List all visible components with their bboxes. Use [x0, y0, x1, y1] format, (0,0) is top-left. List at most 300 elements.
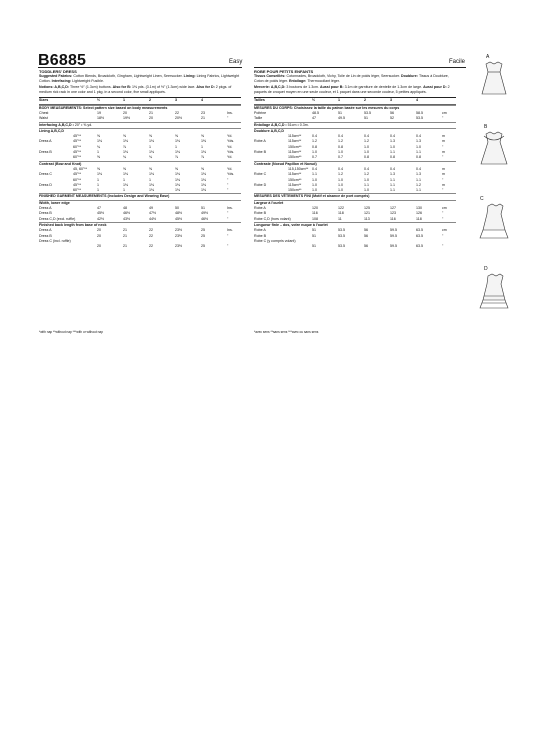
row-value: ⅝ [123, 134, 126, 139]
row-value: 1⅛ [201, 177, 206, 182]
dress-front-view-a-icon [476, 60, 516, 100]
row-unit: Yd. [227, 166, 233, 171]
fabrics-text: Cotton Blends, Broadcloth, Gingham, Lightweight Linen, Seersucker. [73, 74, 184, 78]
length-heading-text: Longueur finie – dos, votre nuque à l'ourlet [254, 222, 328, 227]
row-width: 45"** [73, 139, 82, 144]
body-measurements-heading-text: MESURES DU CORPS: Choisissez la taille du patron basée sur les mesures du corps [254, 105, 400, 110]
row-value: 53.5 [338, 233, 345, 238]
notions-b-text: 1⅜ yds. (3.1m) of ½" (1.3cm) wide lace. [132, 85, 197, 90]
notions-paragraph [254, 85, 456, 95]
column-title: ROBE POUR PETITS ENFANTS [254, 69, 314, 74]
interfacing-label: Interfacing: [51, 79, 73, 84]
row-value: 1.1 [390, 177, 395, 182]
view-letter-b: B [484, 124, 488, 130]
row-unit: m [442, 150, 445, 155]
dress-front-view-d-icon [476, 272, 516, 312]
row-value: 1.0 [416, 144, 421, 149]
row-width: 115,150cm** [288, 166, 309, 171]
row-value: 20½ [175, 116, 182, 121]
row-value: 47 [97, 206, 101, 211]
row-unit: " [442, 244, 444, 249]
row-label: Dress C [39, 172, 52, 177]
fabrics-paragraph [39, 74, 241, 84]
row-value: 1⅛ [149, 188, 154, 193]
row-value: 1 [175, 144, 177, 149]
row-value: 0.4 [390, 134, 395, 139]
body-row [39, 116, 241, 121]
row-value: 1.0 [312, 150, 317, 155]
row-unit: " [227, 177, 229, 182]
row-value: 0.4 [390, 166, 395, 171]
row-value: 51 [338, 110, 342, 115]
row-value: 125 [364, 206, 370, 211]
row-unit: cm [442, 110, 447, 115]
footnote-en: *with nap **without nap ***with or without nap [39, 330, 103, 334]
row-value: 20 [123, 110, 127, 115]
row-width: 115cm** [288, 139, 302, 144]
sizes-label: Sizes [39, 98, 49, 103]
dress-front-view-b-icon [476, 130, 516, 170]
notions-text: Three ½" (1.3cm) buttons. [70, 85, 113, 90]
row-value: 1.1 [416, 177, 421, 182]
row-value: 11 [338, 216, 342, 221]
row-width: 60"** [73, 188, 82, 193]
garment-views [474, 48, 514, 348]
width-heading-text: Largeur à l'ourlet [254, 200, 284, 205]
lining-text: Tissus à Doublure, Coton de poids léger. [254, 74, 449, 84]
size-cell: 4 [201, 98, 203, 103]
row-value: 22 [149, 228, 153, 233]
row-value: 0.8 [364, 155, 369, 160]
row-value: 116 [390, 216, 396, 221]
interfacing-label: Entoilage: [288, 79, 308, 84]
row-value: 1⅛ [149, 172, 154, 177]
pattern-number: B6885 [38, 52, 87, 69]
row-width: 45"** [73, 182, 82, 187]
row-value: 123 [390, 211, 396, 216]
row-unit: " [442, 188, 444, 193]
size-cell: 1 [123, 98, 125, 103]
row-value: 20 [97, 244, 101, 249]
row-value: ¾ [97, 144, 100, 149]
row-value: 0.8 [416, 155, 421, 160]
row-unit: m [442, 166, 445, 171]
row-label [39, 155, 73, 160]
row-value: 0.4 [312, 166, 317, 171]
row-value: ⅝ [97, 166, 100, 171]
row-label: Robe C [254, 172, 267, 177]
lining-text: Lining Fabrics, Lightweight Cotton. [39, 74, 240, 84]
row-label: Dress D [39, 182, 52, 187]
row-value: 21 [201, 116, 205, 121]
row-value: 108 [312, 216, 318, 221]
row-value: 58.5 [416, 110, 423, 115]
row-value: 48 [123, 206, 127, 211]
row-value: 1 [201, 144, 203, 149]
finished-heading-text: MESURES DES VÊTEMENTS FINI (Motif et aisance de port compris) [254, 194, 370, 199]
sizes-row [254, 97, 456, 104]
row-value: 1⅛ [201, 172, 206, 177]
row-value: 121 [364, 211, 370, 216]
row-value: 1.0 [364, 177, 369, 182]
row-value: 1.0 [364, 150, 369, 155]
row-value: 21 [123, 244, 127, 249]
dress-cd-row [254, 188, 456, 193]
row-value: 1 [97, 182, 99, 187]
row-value: 0.8 [390, 155, 395, 160]
row-value: 45½ [97, 211, 104, 216]
notions-b-label: Aussi pour B: [320, 85, 345, 90]
row-value: ⅝ [175, 134, 178, 139]
dress-row [39, 155, 241, 160]
row-value: 0.8 [312, 144, 317, 149]
notions-b-label: Also for B: [112, 85, 133, 90]
row-value: 56 [364, 244, 368, 249]
row-value: ⅝ [201, 166, 204, 171]
row-label [254, 244, 312, 249]
row-unit: cm [442, 206, 447, 211]
row-value: 113 [364, 216, 370, 221]
row-width: 60"** [73, 144, 82, 149]
interfacing-heading-text: Interfacing A,B,C,D • 20" • ⅜ yd. [39, 122, 93, 127]
row-value: 56 [364, 228, 368, 233]
row-label [254, 188, 288, 193]
row-value: ⅝ [201, 134, 204, 139]
row-label: Dress A [39, 139, 52, 144]
row-value: 49 [149, 206, 153, 211]
row-unit: " [442, 177, 444, 182]
row-label: Dress C,D (excl. ruffle) [39, 216, 76, 221]
row-width: 150cm** [288, 155, 302, 160]
row-value: 0.4 [312, 134, 317, 139]
row-value: 49½ [201, 211, 208, 216]
row-unit: Ins. [227, 110, 233, 115]
row-width: 115cm** [288, 172, 302, 177]
row-value: 1.3 [416, 139, 421, 144]
row-value: 0.8 [338, 144, 343, 149]
row-value: 1.1 [312, 172, 317, 177]
row-label: Robe A [254, 139, 266, 144]
row-value: 46½ [201, 216, 208, 221]
row-value: 59.5 [390, 244, 397, 249]
row-value: 1.2 [364, 139, 369, 144]
row-value: 1⅛ [201, 188, 206, 193]
row-value: 1⅛ [175, 150, 180, 155]
interfacing-text: Lightweight Fusible. [72, 79, 104, 84]
row-value: 23 [201, 110, 205, 115]
row-label [39, 244, 97, 249]
notions-label: Mercerie: A,B,C,D: [254, 85, 287, 90]
english-column [39, 68, 241, 249]
row-value: 1⅛ [149, 139, 154, 144]
row-unit: Yd. [227, 144, 233, 149]
row-label [254, 155, 288, 160]
row-value: 118 [338, 211, 344, 216]
row-value: ⅞ [123, 144, 126, 149]
row-value: 0.4 [338, 166, 343, 171]
notions-b-text: 3.1m de garniture de dentelle de 1.3cm de large. [344, 85, 424, 90]
row-value: 1.3 [390, 172, 395, 177]
row-unit: cm [442, 228, 447, 233]
row-value: 63.5 [416, 228, 423, 233]
row-value: 1 [97, 177, 99, 182]
row-value: 0.4 [364, 166, 369, 171]
row-label: Dress B [39, 233, 52, 238]
row-value: 20 [97, 228, 101, 233]
row-value: ⅞ [201, 155, 204, 160]
interfacing-value: • 51cm • 0.3m. [285, 122, 309, 127]
row-value: 53.5 [338, 244, 345, 249]
contrast-heading-text: Contraste (Noeud Papillon et Noeud) [254, 161, 317, 166]
row-value: 122 [338, 206, 344, 211]
notions-label: Notions: A,B,C,D: [39, 85, 71, 90]
lining-heading-text: Doublure A,B,C,D [254, 128, 285, 133]
row-value: 1⅛ [123, 172, 128, 177]
row-value: 19 [97, 110, 101, 115]
row-value: 0.4 [416, 134, 421, 139]
row-value: 1.2 [364, 172, 369, 177]
row-value: 1 [149, 177, 151, 182]
row-value: 1.1 [416, 150, 421, 155]
row-unit: " [442, 144, 444, 149]
row-value: 42½ [97, 216, 104, 221]
dress-front-view-c-icon [476, 202, 516, 242]
row-width: 60"** [73, 177, 82, 182]
width-row [39, 217, 241, 222]
row-value: 0.4 [338, 134, 343, 139]
row-unit: Ins. [227, 228, 233, 233]
row-value: 1.2 [338, 139, 343, 144]
row-value: 1 [123, 188, 125, 193]
row-value: 21 [123, 233, 127, 238]
row-unit: m [442, 182, 445, 187]
row-value: ⅝ [149, 134, 152, 139]
fabrics-label: Suggested Fabrics: [39, 74, 74, 78]
row-width: 45"** [73, 134, 82, 139]
size-cell: 4 [416, 98, 418, 103]
row-label: Robe C,D (hors volant) [254, 216, 291, 221]
row-unit: " [227, 216, 229, 221]
row-unit: Yd. [227, 155, 233, 160]
row-value: 1 [123, 177, 125, 182]
row-label: Waist [39, 116, 48, 121]
width-row [254, 217, 456, 222]
row-value: ¾ [149, 155, 152, 160]
row-value: 21 [123, 228, 127, 233]
row-value: 1.0 [338, 177, 343, 182]
row-unit: m [442, 139, 445, 144]
row-width: 150cm** [288, 144, 302, 149]
row-unit: " [227, 116, 229, 121]
row-value: 1.0 [390, 144, 395, 149]
lining-label: Doublure: [400, 74, 419, 78]
row-label: Dress B [39, 211, 52, 216]
row-value: 0.7 [312, 155, 317, 160]
row-value: 130 [416, 206, 422, 211]
row-label: Robe B [254, 211, 266, 216]
row-value: 51 [312, 233, 316, 238]
row-value: 127 [390, 206, 396, 211]
row-value: 51 [312, 244, 316, 249]
row-value: 56 [390, 110, 394, 115]
row-value: 19½ [123, 116, 130, 121]
notions-d-text: 2 pkgs. of medium rick rack in one color and 1 pkg. in a second color, five small appliqués. [39, 85, 232, 95]
row-value: 23½ [175, 228, 182, 233]
row-value: 56 [364, 233, 368, 238]
row-value: 25 [201, 228, 205, 233]
row-label: Dress A [39, 206, 52, 211]
fabrics-text: Cotonnades, Broadcloth, Vichy, Toile de Lin de poids léger, Seersucker. [286, 74, 401, 78]
row-value: 25 [201, 233, 205, 238]
view-letter-d: D [484, 266, 488, 272]
view-letter-a: A [486, 54, 490, 60]
row-label: Robe D [254, 182, 267, 187]
row-value: 1 [149, 144, 151, 149]
row-value: 1⅛ [149, 182, 154, 187]
row-value: 47 [312, 116, 316, 121]
row-value: 1.1 [416, 188, 421, 193]
row-value: 1.0 [338, 182, 343, 187]
row-value: 1⅛ [201, 182, 206, 187]
footnote-fr: *avec sens **sans sens ***avec ou sans sens [254, 330, 319, 334]
row-value: 1.0 [338, 150, 343, 155]
row-value: 120 [312, 206, 318, 211]
size-cell: 2 [149, 98, 151, 103]
row-value: 1.0 [312, 188, 317, 193]
row-width: 115cm** [288, 182, 302, 187]
row-value: 1.0 [338, 188, 343, 193]
row-label: Taille [254, 116, 263, 121]
row-value: 1⅛ [175, 139, 180, 144]
row-value: 1.0 [312, 182, 317, 187]
length-row [39, 244, 241, 249]
notions-d-text: 2 paquets de croquet moyen en une seule couleur, et 1 paquet dans une seconde couleur, 5 petites appliqués. [254, 85, 450, 95]
row-width: 45"** [73, 172, 82, 177]
row-value: ⅝ [97, 134, 100, 139]
size-cell: ½ [312, 98, 315, 103]
fabrics-paragraph [254, 74, 456, 84]
row-value: 48.5 [312, 110, 319, 115]
row-value: 1⅛ [175, 188, 180, 193]
row-value: ¾ [123, 155, 126, 160]
row-value: 1⅛ [97, 139, 102, 144]
row-value: 1.2 [312, 139, 317, 144]
row-width: 45"** [73, 150, 82, 155]
length-heading-text: Finished back length from base of neck [39, 222, 107, 227]
row-value: 1⅛ [123, 139, 128, 144]
notions-text: 3 boutons de 1.3cm. [286, 85, 320, 90]
row-value: ⅞ [175, 155, 178, 160]
row-value: 53.5 [338, 228, 345, 233]
fabrics-label: Tissus Conseillés: [254, 74, 287, 78]
row-value: 22 [149, 244, 153, 249]
row-value: 51 [312, 228, 316, 233]
length-row [254, 244, 456, 249]
row-unit: m [442, 172, 445, 177]
row-label: Robe B [254, 233, 266, 238]
row-value: 1 [97, 150, 99, 155]
row-value: 43½ [123, 216, 130, 221]
row-value: 118 [416, 216, 422, 221]
notions-d-label: Also for D: [196, 85, 216, 90]
row-unit: " [227, 244, 229, 249]
row-value: 47½ [149, 211, 156, 216]
row-unit: " [227, 182, 229, 187]
row-value: ⅝ [149, 166, 152, 171]
row-value: 0.7 [338, 155, 343, 160]
row-value: 1.3 [416, 172, 421, 177]
row-unit: m [442, 134, 445, 139]
row-unit: Ins. [227, 206, 233, 211]
row-value: 1.0 [364, 144, 369, 149]
interfacing-heading-text: Entoilage A,B,C,D • 51cm • 0.3m. [254, 122, 309, 127]
row-value: 1⅛ [149, 150, 154, 155]
row-width: 115cm** [288, 134, 302, 139]
row-value: 53.5 [364, 110, 371, 115]
dress-row [254, 155, 456, 160]
row-value: 126 [416, 211, 422, 216]
body-row [254, 116, 456, 121]
row-value: 1.0 [364, 188, 369, 193]
row-value: 46½ [123, 211, 130, 216]
row-unit: Yds. [227, 150, 235, 155]
contrast-heading-text: Contrast (Bow and Knot) [39, 161, 82, 166]
row-value: 1.1 [390, 150, 395, 155]
difficulty-en: Easy [229, 59, 243, 65]
column-title: TODDLERS' DRESS [39, 69, 77, 74]
row-value: 1⅜ [201, 139, 206, 144]
row-value: ⅝ [175, 166, 178, 171]
sizes-label: Tailles [254, 98, 265, 103]
notions-paragraph [39, 85, 241, 95]
row-value: 0.4 [416, 166, 421, 171]
row-unit: " [442, 216, 444, 221]
row-label: Robe B [254, 150, 266, 155]
sizes-row [39, 97, 241, 104]
row-unit: " [227, 233, 229, 238]
difficulty-fr: Facile [448, 59, 465, 65]
dress-cd-row [39, 188, 241, 193]
row-value: 1.1 [390, 188, 395, 193]
row-value: 45½ [175, 216, 182, 221]
row-value: 1.1 [364, 182, 369, 187]
row-value: 1⅛ [201, 150, 206, 155]
row-width: 115cm** [288, 150, 302, 155]
row-width: 150cm** [288, 188, 302, 193]
french-column [254, 68, 456, 249]
row-value: 1⅛ [175, 182, 180, 187]
interfacing-text: Thermocollant léger. [307, 79, 340, 84]
row-unit: " [227, 188, 229, 193]
row-unit: " [227, 211, 229, 216]
row-label: Robe A [254, 206, 266, 211]
row-unit: Yd. [227, 134, 233, 139]
row-value: 50 [175, 206, 179, 211]
row-width: 150cm** [288, 177, 302, 182]
row-value: 53.5 [416, 116, 423, 121]
row-value: 63.5 [416, 244, 423, 249]
row-value: 1⅛ [123, 182, 128, 187]
row-label: Dress B [39, 150, 52, 155]
row-value: 23½ [175, 233, 182, 238]
row-value: 20 [149, 116, 153, 121]
size-cell: ½ [97, 98, 100, 103]
row-value: ⅝ [97, 155, 100, 160]
row-unit: " [442, 233, 444, 238]
body-measurements-heading-text: BODY MEASUREMENTS: Select pattern size based on body measurements [39, 105, 168, 110]
row-unit: " [442, 155, 444, 160]
finished-heading-text: FINISHED GARMENT MEASUREMENTS (Includes Design and Wearing Ease) [39, 194, 170, 199]
